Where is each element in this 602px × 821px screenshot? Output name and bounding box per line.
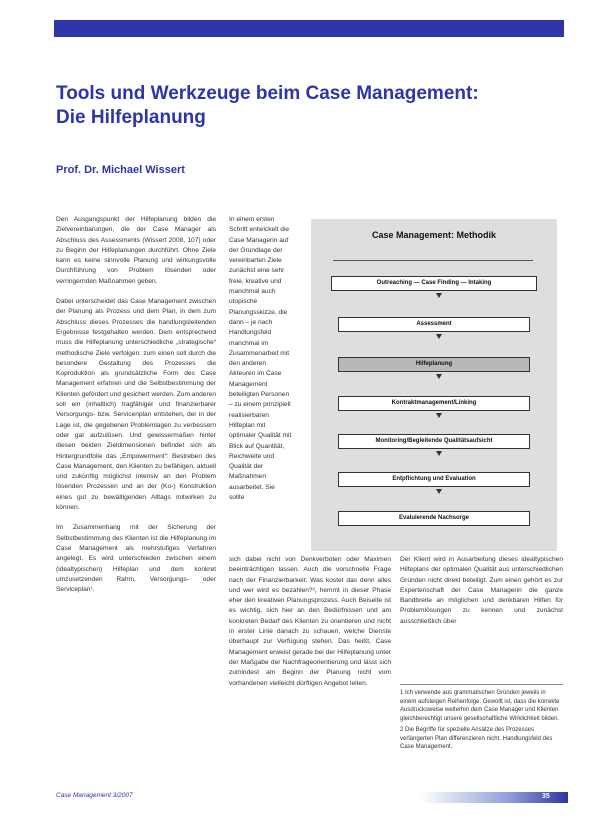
footnote-divider bbox=[400, 684, 563, 685]
methodik-diagram bbox=[311, 219, 557, 551]
page-number: 35 bbox=[542, 793, 550, 800]
footnotes bbox=[400, 689, 563, 755]
footnote-1: 1 Ich verwende aus grammatischen Gründen jeweils in einem aufsteigen Reihenfolge. Gewollt ist, dass die korrekte Ausdrucksweise weiterhin dem Case Manager und Klienten gleichberechtigt unsere gesellschaftliche Wirklichkeit bilden. bbox=[400, 690, 560, 722]
paragraph: Im Zusammenhang mit der Sicherung der Selbstbestimmung des Klienten ist die Hilfeplanung im Case Management als mehrstufiges Verfahren angelegt. Es wird unterschieden zwischen einem (idealtypischen) Hilfeplan und dem konkret umzusetzenden Rahm, Versorgungs- oder Serviceplan¹. bbox=[56, 524, 216, 594]
arrow-down-icon bbox=[436, 489, 442, 494]
paragraph: sich dabei nicht von Denkverboten oder Maximen beeinträchtigen lassen. Auch die vorschnelle Frage nach der Finanzierbarkeit: Was kostet das denn alles und wer wird es bezahlen?², hemmt in dieser Phase eher den kreativen Planungsprozess. Auch Beiseite ist es wichtig, sich hier an den Bedürfnissen und am konkreten Bedarf des Klienten zu orientieren und nicht in erster Linie danach zu schauen, welche Dienste überhaupt zur Verfügung stehen. Das heißt, Case Management erweist gerade bei der Hilfeplanung unter der Maßgabe der Nachfrageorientierung und lässt sich zumindest am Beginn der Planung nicht vom vorhandenen vielleicht dürftigen Angebot leiten. bbox=[229, 556, 391, 687]
title-line-2: Die Hilfeplanung bbox=[56, 107, 206, 128]
paragraph: Den Ausgangspunkt der Hilfeplanung bilden die Zielvereinbarungen, die der Case Manager als Abschluss des Assessments (Wissert 2008, 107) oder zu Beginn der Hilfeplanungen durchführt. Ohne Ziele kann es keine sinnvolle Planung und wirkungsvolle Durchführung von Problem lösenden oder verringernden Maßnahmen geben. bbox=[56, 216, 216, 285]
diagram-step-monitoring: Monitoring/Begleitende Qualitätsaufsicht bbox=[338, 434, 530, 449]
diagram-step-assessment: Assessment bbox=[338, 317, 530, 332]
paragraph: Dabei unterscheidet das Case Management zwischen der Planung als Prozess und dem Plan, in dem zum Abschluss dieses Prozesses die handlungsleitenden Ergebnisse festgehalten werden. Dem entsprechend muss die Hilfeplanung unterschiedliche „strategische“ methodische Ziele verfolgen: zum einen soll durch die besondere Gestaltung des Prozesses die Koproduktion als grundsätzliche Form des Case Management erfahren und die Selbstbestimmung der Klienten gefördert und gesichert werden. Zum anderen soll ein (inhaltlich) tragfähiger und finanzierbarer Versorgungs- bzw. Servicenplan entstehen, der in der Lage ist, die gegebenen Problemlagen zu verbessern oder gar aufzulösen. Und gewissermaßen hinter diesen beiden Zieldimensionen befindet sich als Hintergrundfolie das „Empowerment“: Bestreben des Case Management, den Klienten zu befähigen, aktuell und zukünftig möglichst intensiv an den Problem lösenden Prozessen und an der (Ko-) Konstruktion eines gut zu bewältigenden Alltags mitwirken zu können. bbox=[56, 298, 216, 512]
header-color-bar bbox=[54, 20, 564, 37]
diagram-step-kontraktmanagement: Kontraktmanagement/Linking bbox=[338, 396, 530, 411]
arrow-down-icon bbox=[436, 451, 442, 456]
paragraph: Der Klient wird in Ausarbeitung dieses idealtypischen Hilfeplans der optimalen Qualität aus unterschiedlichen Gründen nicht direkt beteiligt. Zum einen gehört es zur Expertenschaft der Case Managerin die ganze Bandbreite an möglichen und denkbaren Hilfen für Problemlösungen zu kennen und zunächst ausschließlich über bbox=[400, 556, 563, 625]
arrow-down-icon bbox=[436, 293, 442, 298]
diagram-divider bbox=[333, 260, 533, 261]
arrow-down-icon bbox=[436, 374, 442, 379]
diagram-step-hilfeplanung: Hilfeplanung bbox=[338, 357, 530, 372]
diagram-title: Case Management: Methodik bbox=[371, 230, 497, 240]
text-column-3 bbox=[400, 555, 563, 637]
paragraph: In einem ersten Schritt entwickelt die Case Managerin auf der Grundlage der vereinbarten Ziele zunächst eine sehr freie, kreative und manchmal auch utopische Planungsskizze, die dann – je nach Handlungsfeld manchmal im Zusammenarbeit mit den anderen Akteuren im Case Management beteiligten Personen – zu einem prinzipiell realisierbaren Hilfeplan mit optimaler Qualität mit Blick auf Quantität, Reichweite und Qualität der Maßnahmen ausarbeitet. Sie sollte bbox=[229, 216, 292, 502]
footnote-2: 2 Die Begriffe für spezielle Ansätze des Prozesses verlängerten Plan differenzieren nicht. Handlungsfeld des Case Management. bbox=[400, 727, 553, 750]
text-column-1 bbox=[56, 215, 216, 605]
author-name: Prof. Dr. Michael Wissert bbox=[56, 164, 185, 176]
title-line-1: Tools und Werkzeuge beim Case Management: bbox=[56, 83, 479, 104]
journal-footer: Case Management 3/2007 bbox=[56, 792, 133, 799]
text-column-2-top bbox=[229, 215, 292, 513]
diagram-step-entpflichtung: Entpflichtung und Evaluation bbox=[338, 472, 530, 487]
article-title bbox=[56, 82, 556, 130]
diagram-step-outreaching: Outreaching — Case Finding — Intaking bbox=[331, 276, 537, 291]
arrow-down-icon bbox=[436, 334, 442, 339]
arrow-down-icon bbox=[436, 413, 442, 418]
diagram-step-nachsorge: Evaluierende Nachsorge bbox=[338, 511, 530, 526]
text-column-2-bottom bbox=[229, 555, 391, 699]
